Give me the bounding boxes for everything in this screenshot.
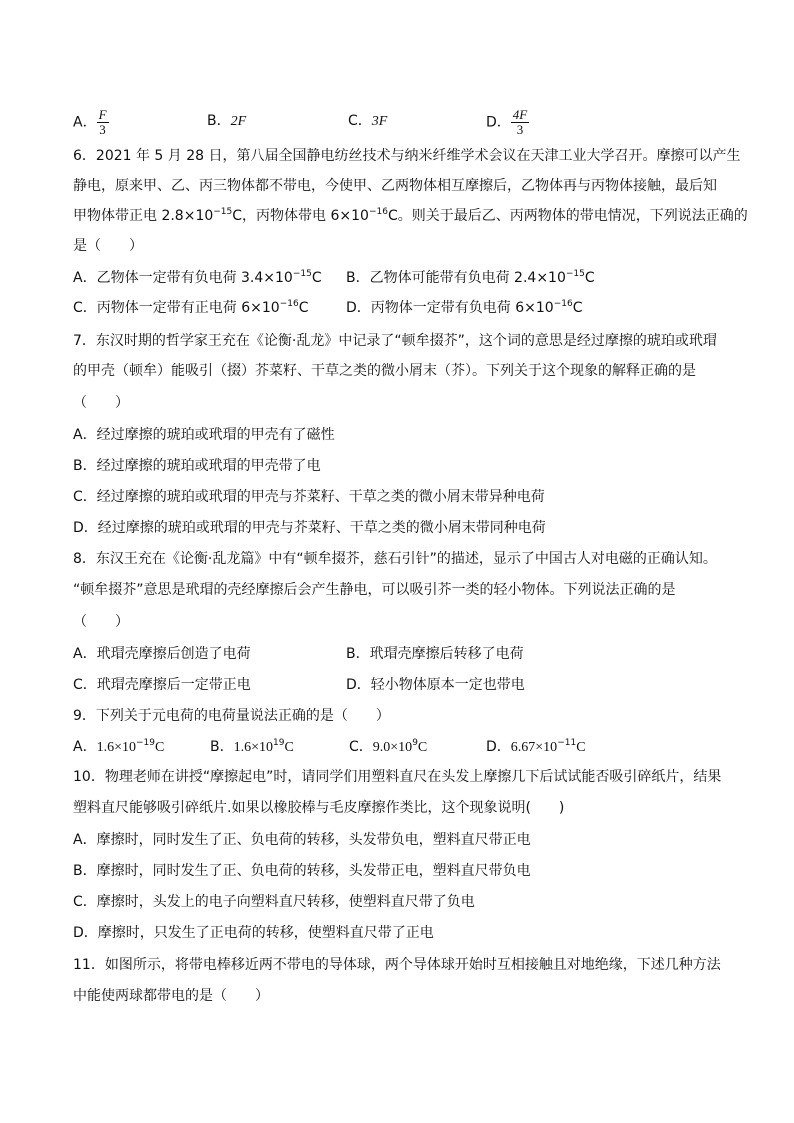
q6-option-c: C．丙物体一定带有正电荷 $6\times 10^{-16}C$	[73, 299, 309, 316]
q5-option-a: A． $\frac{F}{3}$	[73, 107, 107, 137]
fraction: $\frac{4F}{3}$	[512, 107, 528, 137]
q10-line-2: 塑料直尺能够吸引碎纸片.如果以橡胶棒与毛皮摩擦作类比，这个现象说明( )	[73, 800, 565, 816]
q10-line-1: 10．物理老师在讲授“摩擦起电”时，请同学们用塑料直尺在头发上摩擦几下后试试能否吸引碎纸片，结果	[73, 769, 722, 785]
q9-option-c: C．$9.0\times 10^9C$	[349, 738, 428, 755]
q7-option-c: C．经过摩擦的琥珀或玳瑁的甲壳与芥菜籽、干草之类的微小屑末带异种电荷	[73, 489, 545, 505]
q11-line-2: 中能使两球都带电的是（ ）	[73, 988, 269, 1004]
q8-line-1: 8．东汉王充在《论衡·乱龙篇》中有“顿牟掇芥，慈石引针”的描述，显示了中国古人对电磁的正确认知。	[73, 551, 717, 567]
q7-option-a: A．经过摩擦的琥珀或玳瑁的甲壳有了磁性	[73, 427, 335, 443]
q8-option-a: A．玳瑁壳摩擦后创造了电荷	[73, 646, 251, 662]
fraction: $\frac{F}{3}$	[98, 107, 107, 137]
q6-option-d: D．丙物体一定带有负电荷 $6\times 10^{-16}C$	[346, 299, 583, 316]
q8-line-2: “顿牟掇芥”意思是玳瑁的壳经摩擦后会产生静电，可以吸引芥一类的轻小物体。下列说法正确的是	[73, 582, 676, 598]
q9-option-b: B．$1.6\times 10^{19}C$	[210, 738, 294, 755]
q6-line-2: 静电，原来甲、乙、丙三物体都不带电，今使甲、乙两物体相互摩擦后，乙物体再与丙物体接触，最后知	[73, 178, 717, 194]
q9-option-d: D．$6.67\times 10^{-11}C$	[486, 738, 586, 755]
q6-line-1: 6．2021 年 5 月 28 日，第八届全国静电纺丝技术与纳米纤维学术会议在天津工业大学召开。摩擦可以产生	[73, 148, 741, 164]
q6-line-4: 是（ ）	[73, 238, 143, 254]
q7-line-1: 7．东汉时期的哲学家王充在《论衡·乱龙》中记录了“顿牟掇芥”，这个词的意思是经过摩擦的琥珀或玳瑁	[73, 333, 717, 349]
q6-option-b: B．乙物体可能带有负电荷 $2.4\times 10^{-15}C$	[346, 269, 595, 286]
q7-line-2: 的甲壳（顿牟）能吸引（掇）芥菜籽、干草之类的微小屑末（芥）。下列关于这个现象的解释正确的是	[73, 363, 696, 379]
q7-line-3: （ ）	[73, 395, 129, 411]
q5-option-c: C．3F	[348, 113, 388, 129]
q9-option-a: A．$1.6\times 10^{-19}C$	[73, 738, 165, 755]
q8-line-3: （ ）	[73, 614, 129, 630]
q8-option-c: C．玳瑁壳摩擦后一定带正电	[73, 677, 251, 693]
q11-line-1: 11．如图所示，将带电棒移近两不带电的导体球，两个导体球开始时互相接触且对地绝缘，下述几种方法	[73, 957, 721, 973]
q5-option-d: D． $\frac{4F}{3}$	[486, 107, 528, 137]
q5-option-b: B．2F	[207, 113, 247, 129]
q6-line-3: 甲物体带正电 $2.8\times 10^{-15}C$，丙物体带电 $6\times 10^{-16}C$。则关于最后乙、丙两物体的带电情况，下列说法正确的	[73, 207, 748, 224]
q9-stem: 9．下列关于元电荷的电荷量说法正确的是（ ）	[73, 708, 390, 724]
q10-option-a: A．摩擦时，同时发生了正、负电荷的转移，头发带负电，塑料直尺带正电	[73, 832, 531, 848]
q10-option-b: B．摩擦时，同时发生了正、负电荷的转移，头发带正电，塑料直尺带负电	[73, 863, 531, 879]
q6-option-a: A．乙物体一定带有负电荷 $3.4\times 10^{-15}C$	[73, 269, 322, 286]
q8-option-d: D．轻小物体原本一定也带电	[346, 677, 525, 693]
q10-option-c: C．摩擦时，头发上的电子向塑料直尺转移，使塑料直尺带了负电	[73, 894, 475, 910]
q8-option-b: B．玳瑁壳摩擦后转移了电荷	[346, 646, 524, 662]
q7-option-d: D．经过摩擦的琥珀或玳瑁的甲壳与芥菜籽、干草之类的微小屑末带同种电荷	[73, 520, 546, 536]
q7-option-b: B．经过摩擦的琥珀或玳瑁的甲壳带了电	[73, 458, 321, 474]
q10-option-d: D．摩擦时，只发生了正电荷的转移，使塑料直尺带了正电	[73, 925, 434, 941]
